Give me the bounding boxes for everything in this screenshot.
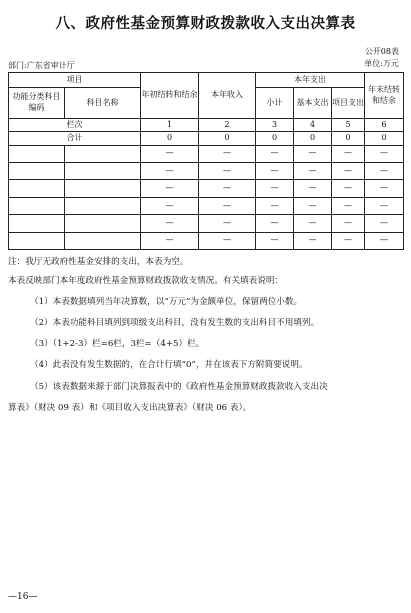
table-cell: 0 — [141, 132, 199, 145]
table-cell: — — [294, 215, 332, 232]
table-cell — [65, 215, 141, 232]
table-cell: — — [294, 163, 332, 180]
note-item-3: （3）（1+2-3）栏=6栏，3栏=（4+5）栏。 — [30, 339, 205, 349]
table-cell — [65, 197, 141, 214]
table-cell: — — [365, 180, 404, 197]
note-item-1: （1）本表数据填列当年决算数，以“万元”为金额单位，保留两位小数。 — [30, 297, 303, 307]
page-number: —16— — [8, 592, 38, 602]
header-func-code: 功能分类科目编码 — [9, 88, 65, 119]
header-basic-expense: 基本支出 — [294, 88, 332, 119]
table-cell: — — [332, 145, 365, 162]
empty-table-note: 注：我厅无政府性基金安排的支出，本表为空。 — [8, 257, 189, 267]
fund-budget-table — [8, 72, 404, 250]
table-cell: — — [365, 145, 404, 162]
table-cell: — — [141, 145, 199, 162]
table-cell: — — [256, 180, 294, 197]
table-cell — [65, 145, 141, 162]
table-cell: 0 — [365, 132, 404, 145]
table-cell: — — [199, 215, 256, 232]
note-item-5: （5）该表数据来源于部门决算报表中的《政府性基金预算财政拨款收入支出决 — [30, 382, 328, 392]
table-cell: — — [141, 215, 199, 232]
table-cell — [65, 163, 141, 180]
table-cell: — — [256, 215, 294, 232]
table-row — [9, 163, 404, 180]
department-label: 部门:广东省审计厅 — [8, 61, 75, 70]
table-cell: — — [294, 197, 332, 214]
note-item-4: （4）此表没有发生数据的，在合计行填“0”，并在该表下方附简要说明。 — [30, 360, 308, 370]
index-row-label: 栏次 — [9, 119, 141, 132]
table-cell: 4 — [294, 119, 332, 132]
table-cell — [65, 180, 141, 197]
table-cell — [9, 232, 65, 249]
table-cell: 0 — [199, 132, 256, 145]
table-cell: — — [256, 197, 294, 214]
table-cell: — — [199, 232, 256, 249]
table-row — [9, 197, 404, 214]
table-cell — [9, 163, 65, 180]
table-row — [9, 180, 404, 197]
table-cell: — — [365, 197, 404, 214]
unit-label: 单位:万元 — [364, 59, 399, 68]
table-cell — [9, 215, 65, 232]
table-cell: — — [199, 145, 256, 162]
table-cell: — — [332, 180, 365, 197]
table-cell: — — [256, 163, 294, 180]
table-cell: 0 — [294, 132, 332, 145]
table-cell: — — [141, 180, 199, 197]
table-cell: — — [365, 215, 404, 232]
table-cell — [9, 180, 65, 197]
table-cell — [9, 145, 65, 162]
table-cell: — — [199, 163, 256, 180]
header-subtotal: 小计 — [256, 88, 294, 119]
table-cell: — — [332, 197, 365, 214]
header-subject-name: 科目名称 — [65, 88, 141, 119]
table-cell: — — [256, 145, 294, 162]
page-title: 八、政府性基金预算财政拨款收入支出决算表 — [55, 16, 356, 32]
note-item-5-continued: 算表》（财决 09 表）和《项目收入支出决算表》（财决 06 表）。 — [8, 403, 252, 413]
table-row — [9, 145, 404, 162]
table-cell: — — [332, 215, 365, 232]
table-code: 公开08表 — [364, 47, 399, 56]
table-cell: — — [332, 232, 365, 249]
table-cell: — — [294, 232, 332, 249]
table-cell: — — [294, 145, 332, 162]
table-cell: — — [141, 197, 199, 214]
table-cell: 5 — [332, 119, 365, 132]
table-row — [9, 232, 404, 249]
table-cell — [9, 197, 65, 214]
table-cell: — — [365, 163, 404, 180]
header-begin-balance: 年初结转和结余 — [141, 73, 199, 119]
total-row — [9, 132, 404, 145]
header-current-income: 本年收入 — [199, 73, 256, 119]
index-row — [9, 119, 404, 132]
table-row — [9, 215, 404, 232]
table-cell: — — [199, 197, 256, 214]
table-cell: — — [332, 163, 365, 180]
header-current-expense: 本年支出 — [256, 73, 365, 88]
note-item-2: （2）本表功能科目填列到项级支出科目，没有发生数的支出科目不用填列。 — [30, 318, 320, 328]
table-cell: — — [141, 163, 199, 180]
header-project-expense: 项目支出 — [332, 88, 365, 119]
header-end-balance: 年末结转和结余 — [365, 73, 404, 119]
table-cell: — — [256, 232, 294, 249]
table-cell: — — [294, 180, 332, 197]
table-cell: — — [199, 180, 256, 197]
table-cell — [65, 232, 141, 249]
table-cell: 1 — [141, 119, 199, 132]
header-item: 项目 — [9, 73, 141, 88]
total-row-label: 合计 — [9, 132, 141, 145]
table-cell: 6 — [365, 119, 404, 132]
table-cell: 0 — [256, 132, 294, 145]
notes-intro: 本表反映部门本年度政府性基金预算财政拨款收支情况。有关填表说明： — [8, 276, 284, 286]
table-cell: 3 — [256, 119, 294, 132]
table-cell: — — [141, 232, 199, 249]
table-cell: 0 — [332, 132, 365, 145]
table-cell: — — [365, 232, 404, 249]
table-cell: 2 — [199, 119, 256, 132]
